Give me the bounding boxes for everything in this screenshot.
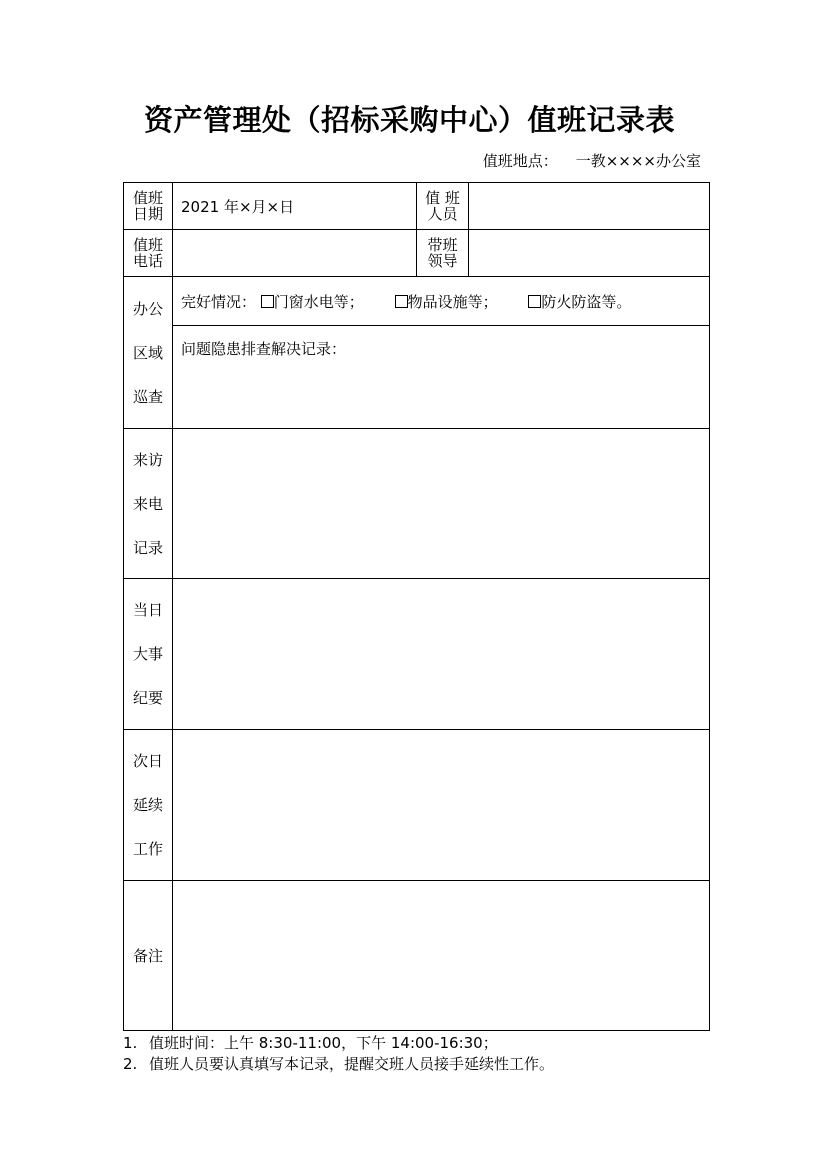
duty-date-field[interactable]: 2021 年×月×日 <box>173 183 417 230</box>
remarks-field[interactable] <box>173 881 710 1031</box>
duty-person-field[interactable] <box>469 183 710 230</box>
duty-date-label: 值班 日期 <box>124 183 173 230</box>
checkbox-doors-utilities[interactable] <box>261 295 274 308</box>
visit-record-field[interactable] <box>173 429 710 579</box>
duty-location-value: 一教××××办公室 <box>575 152 701 170</box>
next-day-work-field[interactable] <box>173 730 710 881</box>
notes <box>123 1033 554 1075</box>
duty-phone-label: 值班 电话 <box>124 230 173 277</box>
daily-events-label: 当日 大事 纪要 <box>124 579 173 730</box>
note-item: 1. 值班时间：上午 8:30-11:00，下午 14:00-16:30； <box>123 1034 498 1052</box>
remarks-label: 备注 <box>124 881 173 1031</box>
issues-record-field[interactable] <box>173 326 710 429</box>
daily-events-field[interactable] <box>173 579 710 730</box>
duty-phone-field[interactable] <box>173 230 417 277</box>
duty-location <box>483 150 701 171</box>
duty-record-form <box>123 182 710 1031</box>
checkbox-facilities-label: 物品设施等； <box>407 292 498 311</box>
checkbox-fire-theft-label: 防火防盗等。 <box>541 292 632 311</box>
visit-record-label: 来访 来电 记录 <box>124 429 173 579</box>
office-patrol-label: 办公 区域 巡查 <box>124 277 173 429</box>
duty-location-label: 值班地点： <box>482 152 558 170</box>
duty-person-label: 值 班 人员 <box>417 183 469 230</box>
condition-row <box>173 277 710 326</box>
next-day-work-label: 次日 延续 工作 <box>124 730 173 881</box>
checkbox-fire-theft[interactable] <box>528 295 541 308</box>
leader-field[interactable] <box>469 230 710 277</box>
note-item: 2. 值班人员要认真填写本记录，提醒交班人员接手延续性工作。 <box>123 1055 555 1073</box>
issues-record-label: 问题隐患排查解决记录： <box>181 340 347 358</box>
checkbox-doors-utilities-label: 门窗水电等； <box>273 292 364 311</box>
checkbox-facilities[interactable] <box>395 295 408 308</box>
leader-label: 带班 领导 <box>417 230 469 277</box>
condition-label: 完好情况： <box>181 292 257 311</box>
page-title: 资产管理处（招标采购中心）值班记录表 <box>143 103 675 137</box>
